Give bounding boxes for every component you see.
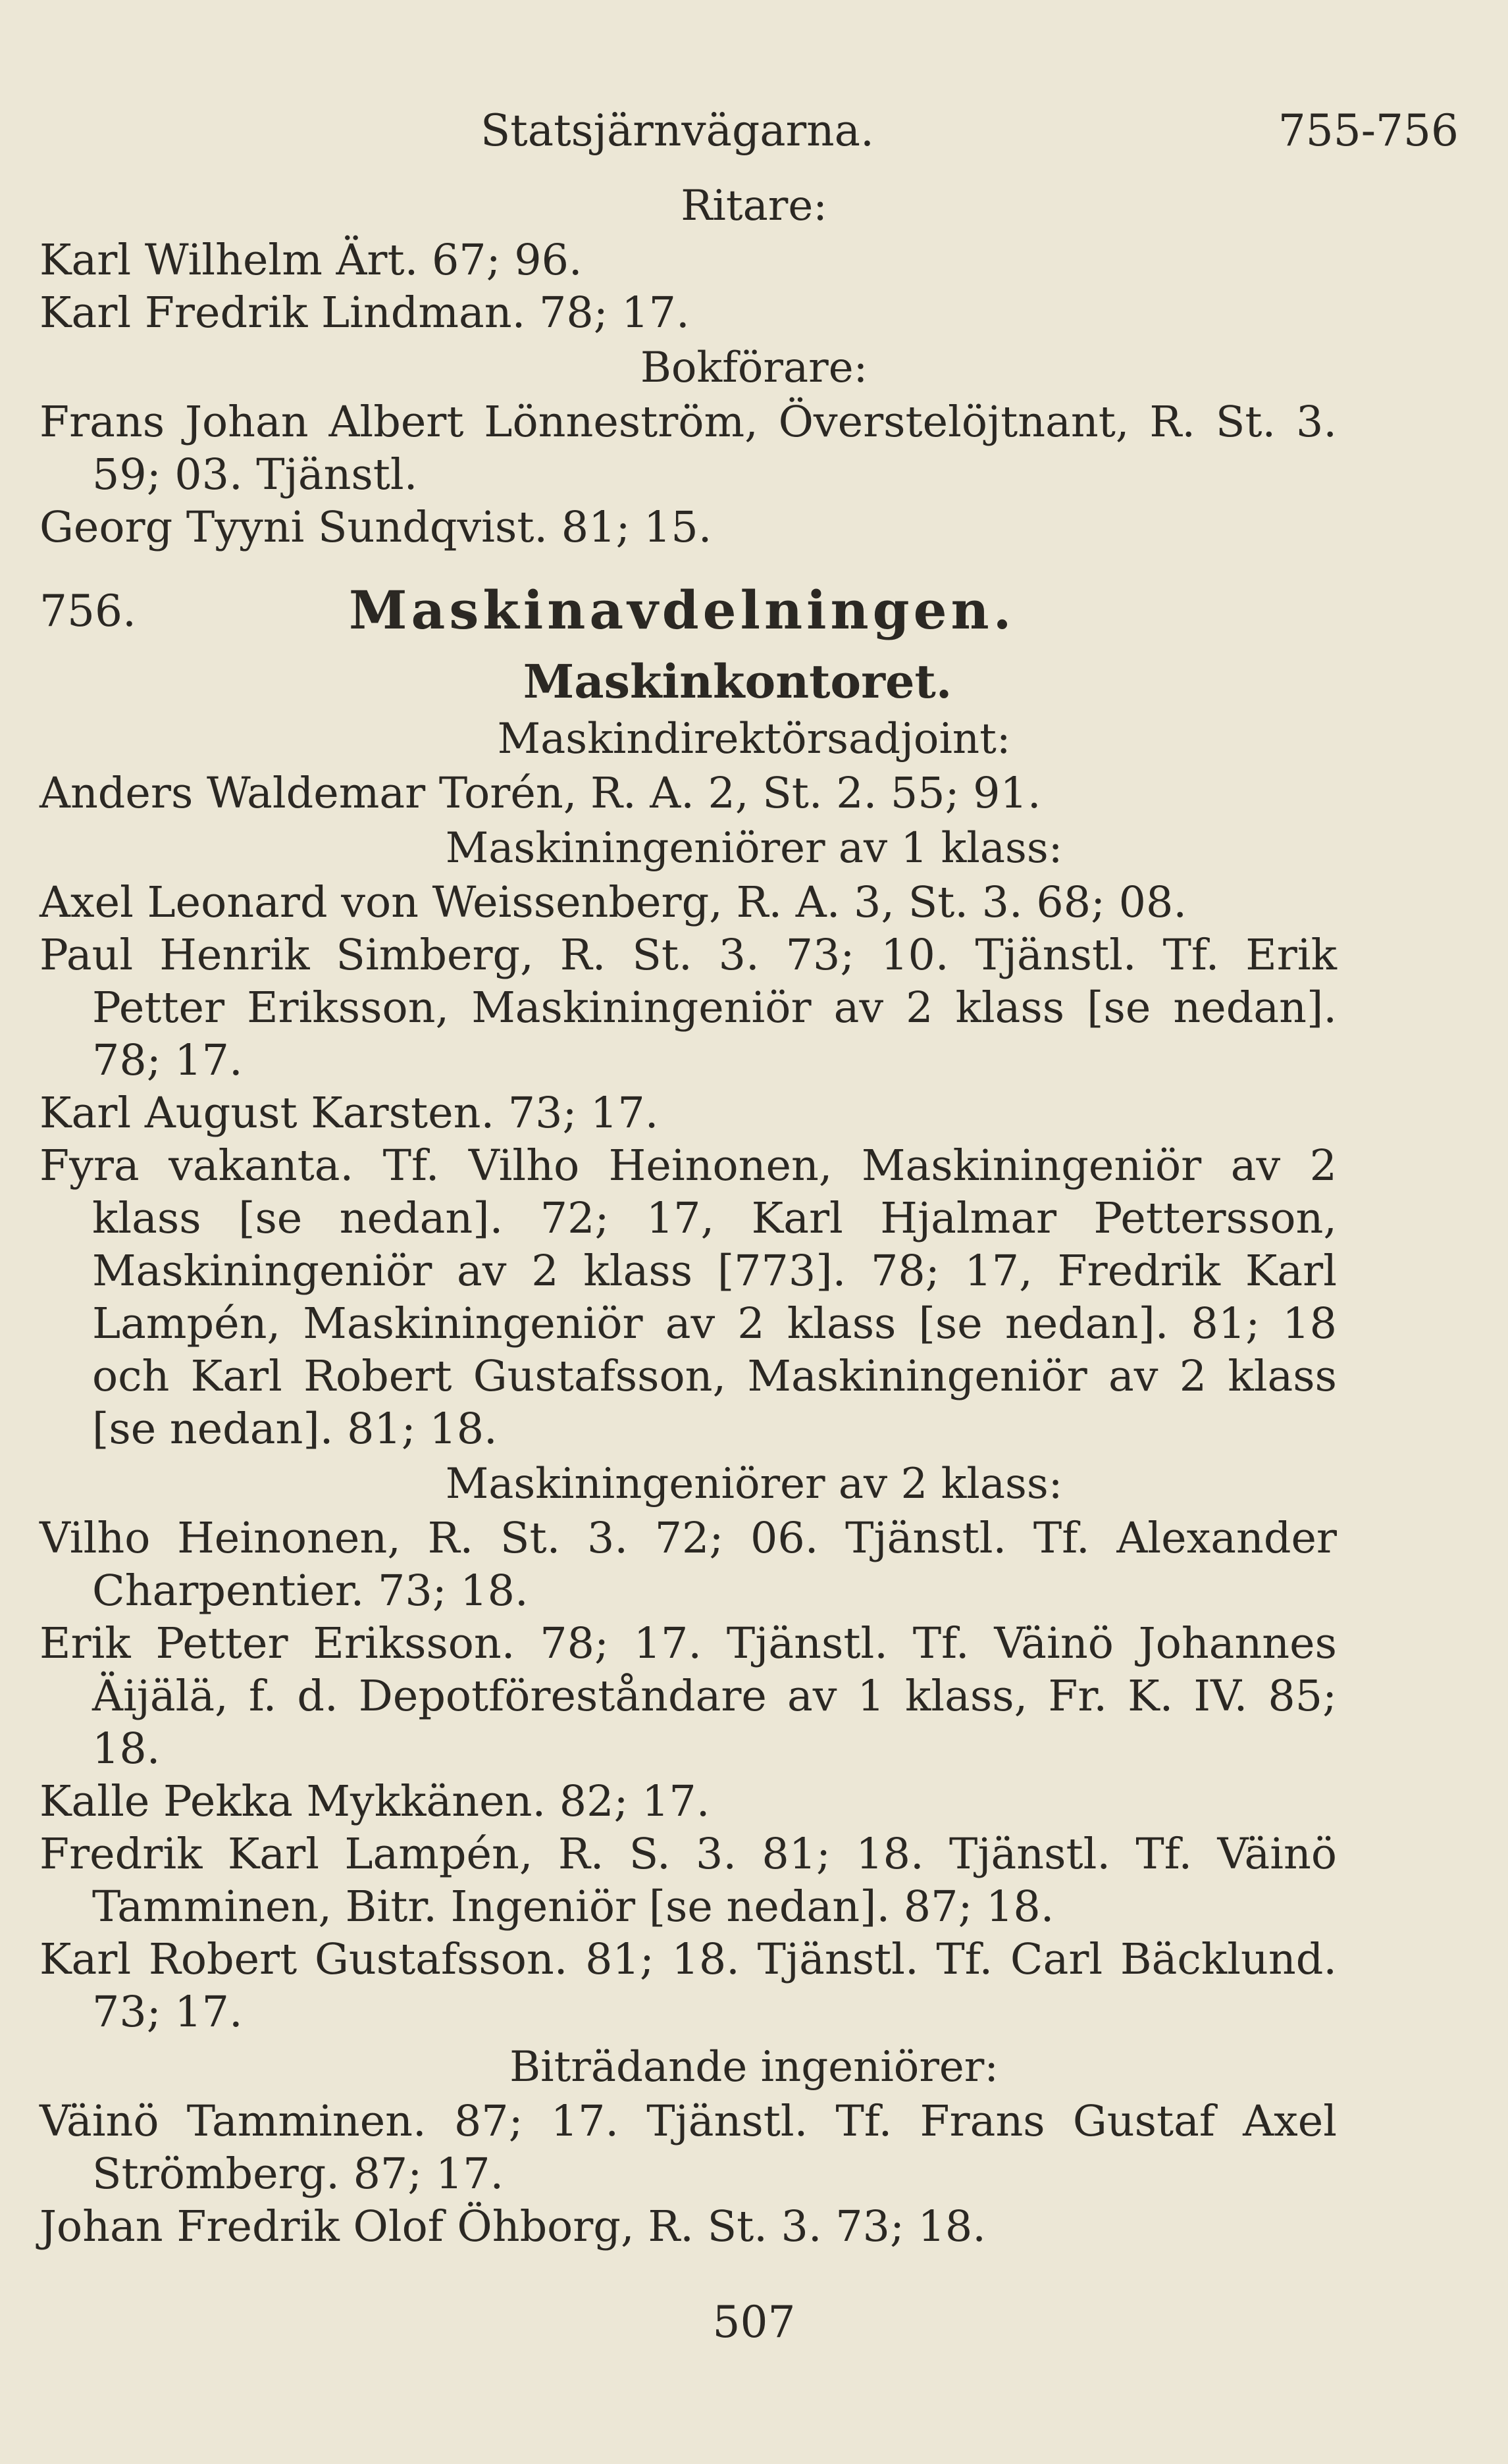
entry-ritare-1: Karl Wilhelm Ärt. 67; 96. [39, 236, 583, 285]
section-number: 756. [39, 586, 136, 636]
entry-klass2-3: Kalle Pekka Mykkänen. 82; 17. [39, 1777, 710, 1826]
header-page-range: 755-756 [1278, 105, 1459, 156]
heading-adjoint: Maskindirektörsadjoint: [497, 715, 1011, 763]
entry-ritare-2: Karl Fredrik Lindman. 78; 17. [39, 288, 690, 338]
section-name: Maskinavdelningen. [349, 579, 1016, 641]
entry-klass1-1: Axel Leonard von Weissenberg, R. A. 3, St. 3. 68; 08. [39, 878, 1187, 927]
section-title [39, 567, 1337, 653]
entry-bitradande-1: Väinö Tamminen. 87; 17. Tjänstl. Tf. Frans Gustaf Axel Strömberg. 87; 17. [39, 2097, 1337, 2199]
entry-klass2-4: Fredrik Karl Lampén, R. S. 3. 81; 18. Tjänstl. Tf. Väinö Tamminen, Bitr. Ingeniör [se nedan]. 87; 18. [39, 1830, 1337, 1932]
entry-klass1-4: Fyra vakanta. Tf. Vilho Heinonen, Maskiningeniör av 2 klass [se nedan]. 72; 17, Karl Hjalmar Pettersson, Maskiningeniör av 2 klass [773]. 78; 17, Fredrik Karl Lampén, Maskiningeniör av 2 klass [se nedan]. 81; 18 och Karl Robert Gustafsson, Maskiningeniör av 2 klass [se nedan]. 81; 18. [39, 1141, 1337, 1454]
entry-klass2-2: Erik Petter Eriksson. 78; 17. Tjänstl. Tf. Väinö Johannes Äijälä, f. d. Depotföreståndare av 1 klass, Fr. K. IV. 85; 18. [39, 1619, 1337, 1774]
entry-klass2-1: Vilho Heinonen, R. St. 3. 72; 06. Tjänstl. Tf. Alexander Charpentier. 73; 18. [39, 1514, 1337, 1616]
heading-bokforare: Bokförare: [640, 344, 868, 392]
header-title: Statsjärnvägarna. [481, 105, 874, 156]
heading-klass2: Maskiningeniörer av 2 klass: [445, 1460, 1063, 1508]
entry-bitradande-2: Johan Fredrik Olof Öhborg, R. St. 3. 73; 18. [39, 2202, 986, 2251]
entry-bokforare-1: Frans Johan Albert Lönneström, Överstelöjtnant, R. St. 3. 59; 03. Tjänstl. [39, 398, 1337, 500]
entry-adjoint-1: Anders Waldemar Torén, R. A. 2, St. 2. 55; 91. [39, 769, 1041, 818]
running-header [39, 105, 1459, 178]
entry-klass1-3: Karl August Karsten. 73; 17. [39, 1089, 659, 1138]
heading-bitradande: Biträdande ingeniörer: [509, 2043, 999, 2092]
entry-klass1-2: Paul Henrik Simberg, R. St. 3. 73; 10. Tjänstl. Tf. Erik Petter Eriksson, Maskiningeniör av 2 klass [se nedan]. 78; 17. [39, 931, 1337, 1085]
entry-klass2-5: Karl Robert Gustafsson. 81; 18. Tjänstl. Tf. Carl Bäcklund. 73; 17. [39, 1935, 1337, 2037]
heading-klass1: Maskiningeniörer av 1 klass: [445, 824, 1063, 873]
heading-maskinkontoret: Maskinkontoret. [523, 654, 952, 709]
page-number: 507 [712, 2297, 796, 2348]
heading-ritare: Ritare: [681, 182, 827, 230]
entry-bokforare-2: Georg Tyyni Sundqvist. 81; 15. [39, 503, 712, 552]
